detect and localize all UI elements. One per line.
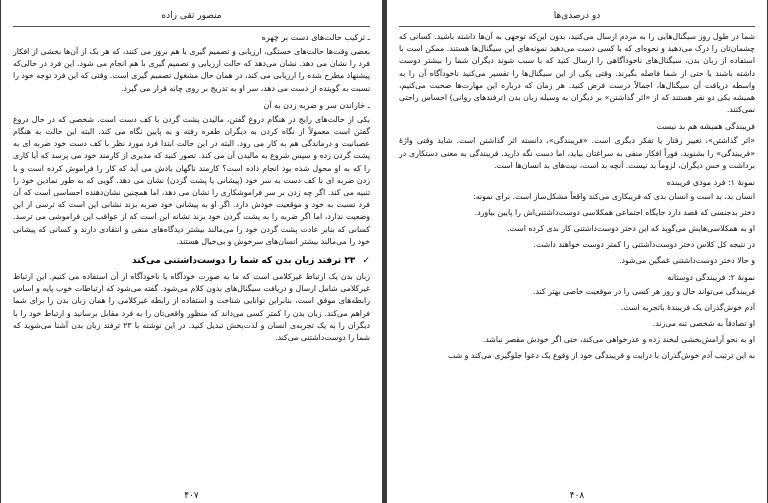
page-header: دو درصدی‌ها xyxy=(399,10,755,27)
text-line: در نتیجه کل کلاس دختر دوست‌داشتنی را کمتر دوست خواهند داشت. xyxy=(533,240,755,250)
section-subtitle: ـ خاراندن سر و ضربه زدن به آن xyxy=(263,100,370,110)
text-line: او به نحو آرامش‌بخشی لبخند زده و عذرخواهی می‌کند، حتی اگر خودش مقصر نباشد. xyxy=(482,335,755,345)
section-subtitle: ـ ترکیب حالت‌های دست بر چهره xyxy=(261,33,370,42)
section-heading xyxy=(13,254,370,268)
checkmark-icon: ✓ xyxy=(362,256,370,267)
text-line: به این ترتیب آدم خوش‌گذران با درایت و فریبندگی خود از وقوع یک دعوا جلوگیری می‌کند و شب xyxy=(447,351,755,361)
paragraph: زبان بدن یک ارتباط غیرکلامی است که ما به صورت خودآگاه یا ناخودآگاه از آن استفاده می کنیم. این ارتباط غیرکلامی شامل ارسال و دریافت سیگنال‌های بدون کلام می‌شود. گفته می‌شود که ارتباطات خوب پایه و اساس رابطه‌های موفق است، بنابراین توانایی شناخت و استفاده از رابطه غیرکلامی را همان زبان بدن را برای شما فراهم می‌کند. زبان بدن را کمتر کسی می‌داند که منظور واقعی‌تان را به فرد مقابل برسانید و ارتباط خود را با دیگران را به یک تجربه‌ی انسان و لذت‌بخش تبدیل کنید. در این نوشته با ۲۳ ترفند زبان بدن آشنا می‌شوید که شما را دوست‌داشتنی می‌کند. xyxy=(13,272,370,343)
text-line: دختر بدجنسی که قصد دارد جایگاه اجتماعی همکلاسی دوست‌داشتنی‌اش را پایین بیاورد. xyxy=(474,208,755,218)
section-subtitle: نمونهٔ ۲: فریبندگی دوستانه xyxy=(667,273,755,283)
paragraph: انسان بد، بد است و انسان بدی که فریبکاری می‌کند واقعاً مشکل‌ساز است. برای نمونه: xyxy=(473,192,755,202)
text-line: آدم خوش‌گذران یک فریبندهٔ باتجربه است. xyxy=(620,303,755,313)
paragraph: فریبندگی می‌تواند حال و روز هر کسی را در موقعیت خاصی بهتر کند. xyxy=(533,287,755,297)
paragraph: «اثر گذاشتن»، تغییر رفتار یا تفکر دیگری است. «فریبندگی»، دانسته اثر گذاشتن است. شاید وقتی واژهٔ «فریبندگی» را بشنوید، فوراً افکار منفی به سراغتان بیاید، اما دست نگه دارید. فریبندگی به معنی دستکاری در برداشت و حس دیگران، لزوماً بد نیست. آنچه بد است، نیت‌های بد انسان‌ها است. xyxy=(399,136,755,170)
page-header: منصور تقی زاده xyxy=(13,10,370,27)
text-line: و حالا دختر دوست‌داشتنی غمگین می‌شود. xyxy=(619,256,755,266)
section-subtitle: فریبندگی همیشه هم بد نیست xyxy=(656,122,755,132)
section-subtitle: نمونهٔ ۱: فرد موذی فریبنده xyxy=(666,178,755,188)
right-page xyxy=(387,0,767,503)
paragraph: یکی از حالت‌های رایج در هنگام دروغ گفتن، مالیدن پشت گردن با کف دست است. شخصی که در حال دروغ گفتن است معمولاً از نگاه کردن به دیگران طفره رفته و به پایین نگاه می کند. البته این حالت به هنگام عصبانیت و درماندگی هم به کار می رود. البته در این حالت ابتدا فرد مورد نظر با کف دست خود ضربه ای به پشت گردن زده و سپس شروع به مالیدن آن می کند. تصور کنید که مدیری از کارمند خود می پرسد که آیا کاری را که به او محول شده بود انجام داده است؟ کارمند ناگهان یادش می آید که کار را فراموش کرده است و با زدن ضربه ای با کف دست به سر خود (پیشانی یا پشت گردن) نشان می دهد. گویی که به طور نمادین خود را تنبیه می کند. اگر چه زدن بر سر فراموشکاری را نشان می دهد، اما همچنین نشان‌دهنده احساسی است که آن فرد نسبت به خود و موقعیت خودش دارد. اگر او به پیشانی خود ضربه بزند نشانی این است که ترسی از این وضعیت ندارد، اما اگر ضربه را به پشت گردن خود بزند نشانه این است که از عواقب این فراموشی می ترسد. کسانی که بنابر عادت پشت گردن خود را می‌مالند بیشتر دیدگاه‌های منفی و انتقادی دارند و کسانی که پیشانی خود را می‌مالند بیشتر انسان‌های سرخوش و بی‌خیال هستند. xyxy=(13,114,370,246)
section-heading-text: ۲۳ ترفند زبان بدن که شما را دوست‌داشتنی می‌کند xyxy=(132,256,356,267)
text-line: او تصادفاً به شخصی تنه می‌زند. xyxy=(652,319,755,329)
text-line: او به همکلاسی‌هایش می‌گوید که این دختر دوست‌داشتنی کار بدی کرده است. xyxy=(507,224,755,234)
paragraph: بعضی وقت‌ها حالت‌های خستگی، ارزیابی و تصمیم گیری با هم بروز می کنند، که هر یک از آن‌ها بخشی از افکار فرد را نشان می دهد. نشان می‌دهد که حالت ارزیابی و تصمیم گیری با هم انجام می شود. این فرد در حالی‌که پیشنهاد مطرح شده را ارزیابی می کند، در همان حال مشغول تصمیم گیری است. وقتی که این فرد توجه خود را نسبت به گوینده از دست می دهد، سر او به تدریج بر روی چانه قرار می گیرد. xyxy=(13,47,370,93)
page-number: ۴۰۷ xyxy=(184,491,199,501)
page-number: ۴۰۸ xyxy=(569,491,585,501)
left-page xyxy=(1,0,382,503)
paragraph: شما در طول روز سیگنال‌هایی را به مردم ارسال می‌کنید، بدون این‌که توجهی به آن‌ها داشته باشید. کسانی که چشمان‌تان را درک می‌دهید و نحوه‌ای که با کسی دست می‌دهید نمونه‌های این سیگنال‌ها هستند. ممکن است با استفاده از زبان بدن، سیگنال‌های ناخودآگاهی را ارسال کنید که با سبب شوند دیگران شما را بیشتر دوست داشته باشند یا حتی از شما فاصله بگیرند. وقتی یکی از این سیگنال‌ها را تفسیر می‌کنید ناخودآگاه آن را به واسطه دریافت آن سیگنال‌ها، اجمالاً درست فرض کنید. هر زمان که درباره این مهارت‌ها صحبت می‌کنیم، همیشه یکی دو نفر هستند که از «اثر گذاشتن» بر دیگران به وسیله زبان بدن (ترفندهای روانی) احساس راحتی نمی‌کنند. xyxy=(399,32,755,115)
